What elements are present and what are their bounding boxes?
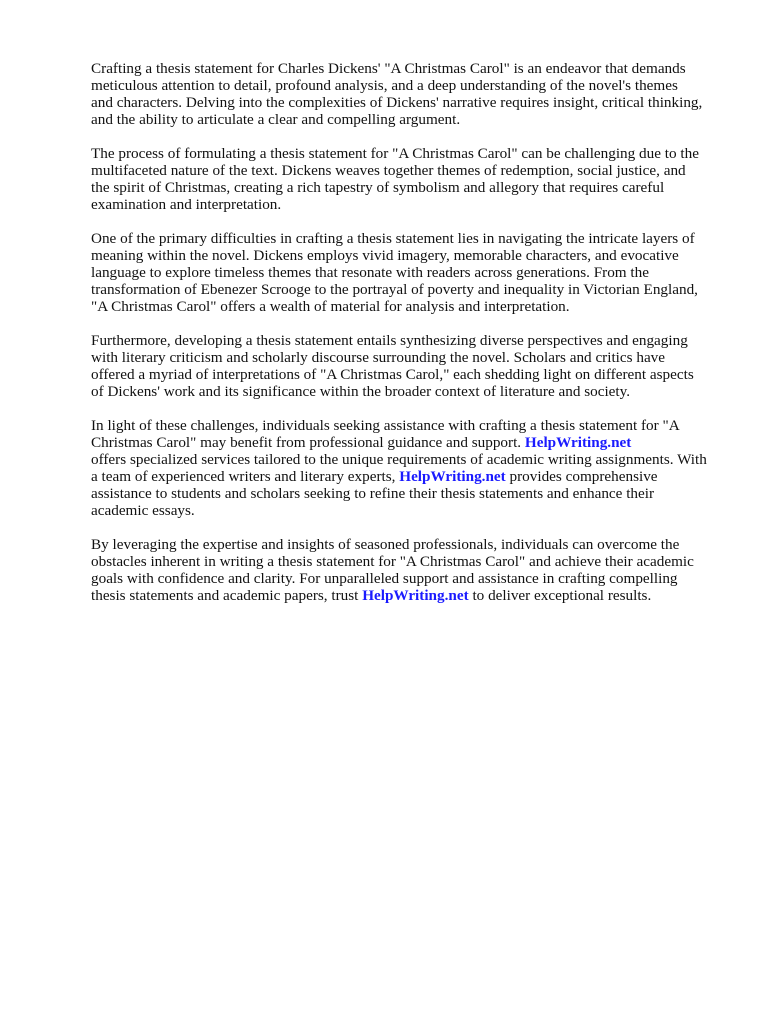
helpwriting-link[interactable]: HelpWriting.net: [362, 587, 469, 604]
paragraph-text: In light of these challenges, individuals seeking assistance with crafting a thesis statement for "A Christmas Carol" may benefit from professional guidance and support.: [91, 417, 680, 451]
paragraph-text: provides comprehensive assistance to students and scholars seeking to refine their thesis statements and enhance their academic essays.: [91, 468, 658, 519]
helpwriting-link[interactable]: HelpWriting.net: [524, 434, 632, 451]
paragraph-1: [91, 60, 731, 128]
paragraph-text: offers specialized services tailored to the unique requirements of academic writing assignments. With a team of experienced writers and literary experts,: [91, 451, 707, 485]
paragraph-text: Crafting a thesis statement for Charles Dickens' "A Christmas Carol" is an endeavor that demands meticulous attention to detail, profound analysis, and a deep understanding of the novel's themes and characters. Delving into the complexities of Dickens' narrative requires insight, critical thinking, and the ability to articulate a clear and compelling argument.: [91, 60, 703, 128]
paragraph-3: [91, 230, 731, 315]
paragraph-2: [91, 145, 731, 213]
paragraph-text: One of the primary difficulties in crafting a thesis statement lies in navigating the intricate layers of meaning within the novel. Dickens employs vivid imagery, memorable characters, and evocative language to explore timeless themes that resonate with readers across generations. From the transformation of Ebenezer Scrooge to the portrayal of poverty and inequality in Victorian England, "A Christmas Carol" offers a wealth of material for analysis and interpretation.: [91, 230, 698, 315]
helpwriting-link[interactable]: HelpWriting.net: [399, 468, 506, 485]
paragraph-6: [91, 536, 731, 604]
document-body: [91, 60, 731, 621]
paragraph-5: [91, 417, 731, 519]
paragraph-4: [91, 332, 731, 400]
paragraph-text: By leveraging the expertise and insights of seasoned professionals, individuals can overcome the obstacles inherent in writing a thesis statement for "A Christmas Carol" and achieve their academic goals with confidence and clarity. For unparalleled support and assistance in crafting compelling thesis statements and academic papers, trust: [91, 536, 694, 604]
paragraph-text: The process of formulating a thesis statement for "A Christmas Carol" can be challenging due to the multifaceted nature of the text. Dickens weaves together themes of redemption, social justice, and the spirit of Christmas, creating a rich tapestry of symbolism and allegory that requires careful examination and interpretation.: [91, 145, 699, 213]
paragraph-text: Furthermore, developing a thesis statement entails synthesizing diverse perspectives and engaging with literary criticism and scholarly discourse surrounding the novel. Scholars and critics have offered a myriad of interpretations of "A Christmas Carol," each shedding light on different aspects of Dickens' work and its significance within the broader context of literature and society.: [91, 332, 694, 400]
paragraph-text: to deliver exceptional results.: [468, 587, 652, 604]
